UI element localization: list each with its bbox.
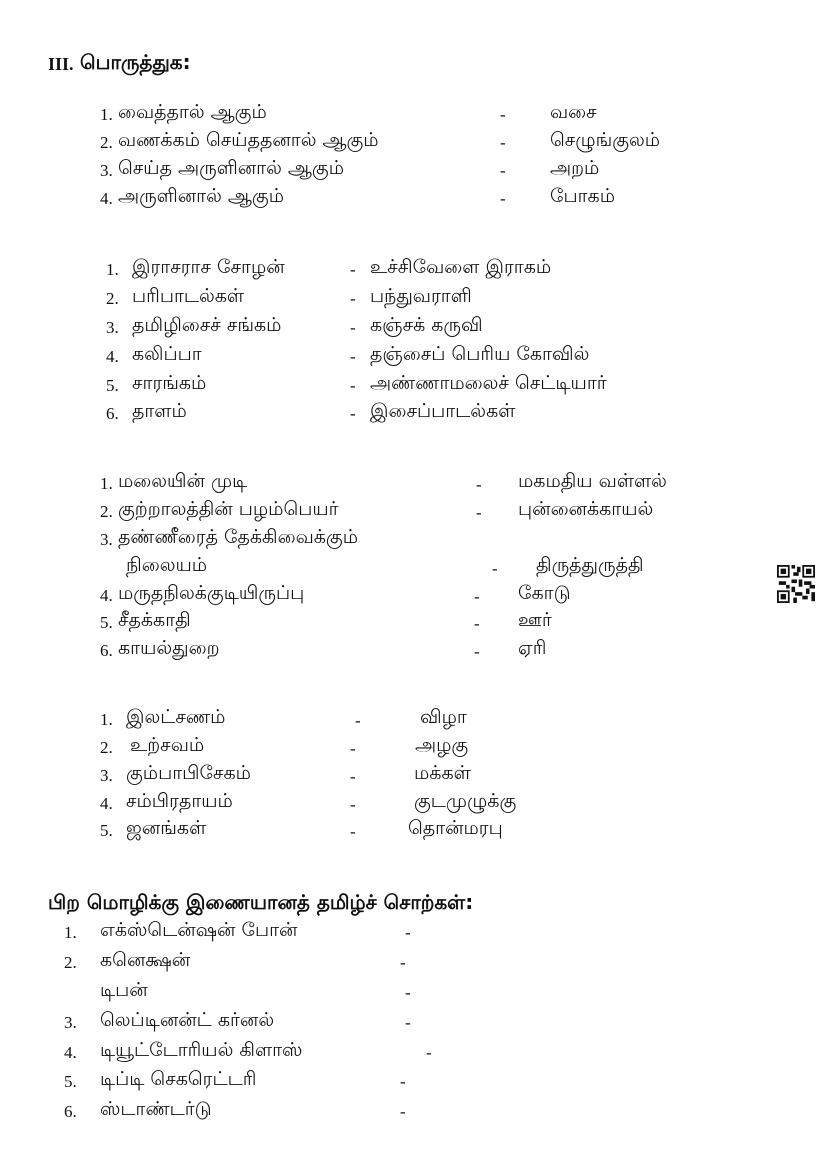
left-item: அருளினால் ஆகும்	[118, 185, 284, 207]
item-number: 1.	[100, 105, 113, 124]
right-item: அண்ணாமலைச் செட்டியார்	[370, 372, 607, 394]
left-item-continued: நிலையம்	[126, 554, 208, 576]
right-item: கஞ்சக் கருவி	[370, 314, 483, 336]
word-item: லெப்டினன்ட் கர்னல்	[100, 1009, 275, 1031]
dash: -	[474, 587, 480, 606]
left-item: குற்றாலத்தின் பழம்பெயர்	[118, 498, 339, 520]
item-number: 3.	[100, 766, 113, 785]
left-item: சாரங்கம்	[132, 372, 207, 394]
item-number: 1.	[64, 923, 77, 942]
dash: -	[500, 105, 506, 124]
item-number: 4.	[100, 586, 113, 605]
dash: -	[474, 614, 480, 633]
right-item: போகம்	[550, 185, 615, 207]
left-item: வைத்தால் ஆகும்	[118, 101, 267, 123]
left-item: காயல்துறை	[118, 637, 220, 659]
item-number: 1.	[100, 710, 113, 729]
word-item: ஸ்டாண்டர்டு	[100, 1098, 212, 1120]
item-number: 5.	[64, 1072, 77, 1091]
left-item: தமிழிசைச் சங்கம்	[132, 314, 282, 336]
section-roman-numeral: III.	[48, 54, 74, 74]
left-item: சம்பிரதாயம்	[126, 790, 233, 812]
item-number: 4.	[64, 1043, 77, 1062]
dash: -	[400, 1102, 406, 1121]
item-number: 2.	[64, 953, 77, 972]
left-item: மலையின் முடி	[118, 470, 248, 492]
left-item: உற்சவம்	[130, 734, 205, 756]
dash: -	[405, 1013, 411, 1032]
item-number: 6.	[100, 641, 113, 660]
item-number: 2.	[100, 502, 113, 521]
right-item: விழா	[420, 706, 467, 728]
dash: -	[400, 1072, 406, 1091]
item-number: 2.	[100, 133, 113, 152]
item-number: 2.	[106, 289, 119, 308]
left-item: பரிபாடல்கள்	[132, 285, 245, 307]
left-item: தண்ணீரைத் தேக்கிவைக்கும்	[118, 526, 358, 548]
right-item: மகமதிய வள்ளல்	[518, 470, 667, 492]
dash: -	[500, 189, 506, 208]
dash: -	[405, 923, 411, 942]
left-item: ஜனங்கள்	[126, 817, 207, 839]
right-item: வசை	[550, 101, 597, 123]
word-item: எக்ஸ்டென்ஷன் போன்	[100, 919, 298, 941]
left-item: சீதக்காதி	[118, 609, 191, 631]
left-item: வணக்கம் செய்ததனால் ஆகும்	[118, 129, 379, 151]
qr-code-icon	[777, 565, 815, 603]
item-number: 3.	[64, 1013, 77, 1032]
item-number: 4.	[100, 794, 113, 813]
word-item: டிப்டி செகரெட்டரி	[100, 1068, 257, 1090]
dash: -	[350, 289, 356, 308]
word-item: கனெக்ஷன்	[100, 949, 191, 971]
right-item: திருத்துருத்தி	[536, 554, 644, 576]
dash: -	[355, 711, 361, 730]
left-item: தாளம்	[132, 400, 187, 422]
section-title: பொருத்துக:	[80, 50, 191, 74]
right-item: மக்கள்	[414, 762, 471, 784]
dash: -	[350, 822, 356, 841]
dash: -	[500, 133, 506, 152]
dash: -	[476, 503, 482, 522]
item-number: 3.	[100, 530, 113, 549]
item-number: 5.	[106, 376, 119, 395]
item-number: 5.	[100, 821, 113, 840]
right-item: குடமுழுக்கு	[414, 790, 517, 812]
item-number: 4.	[100, 189, 113, 208]
right-item: ஊர்	[518, 609, 552, 631]
dash: -	[350, 404, 356, 423]
right-item: ஏரி	[518, 637, 547, 659]
item-number: 1.	[106, 260, 119, 279]
item-number: 3.	[100, 161, 113, 180]
left-item: இலட்சணம்	[126, 706, 226, 728]
right-item: உச்சிவேளை இராகம்	[370, 256, 552, 278]
left-item: கும்பாபிசேகம்	[126, 762, 251, 784]
right-item: புன்னைக்காயல்	[518, 498, 654, 520]
dash: -	[350, 767, 356, 786]
left-item: மருதநிலக்குடியிருப்பு	[118, 582, 305, 604]
dash: -	[476, 475, 482, 494]
item-number: 3.	[106, 318, 119, 337]
left-item: இராசராச சோழன்	[132, 256, 285, 278]
dash: -	[474, 642, 480, 661]
right-item: தொன்மரபு	[408, 817, 503, 839]
left-item: செய்த அருளினால் ஆகும்	[118, 157, 344, 179]
right-item: அறம்	[550, 157, 600, 179]
words-section-title: பிற மொழிக்கு இணையானத் தமிழ்ச் சொற்கள்:	[48, 890, 474, 914]
right-item: கோடு	[518, 582, 571, 604]
item-number: 2.	[100, 738, 113, 757]
item-number: 4.	[106, 347, 119, 366]
left-item: கலிப்பா	[132, 343, 202, 365]
item-number: 5.	[100, 613, 113, 632]
right-item: இசைப்பாடல்கள்	[370, 400, 516, 422]
dash: -	[405, 983, 411, 1002]
dash: -	[350, 260, 356, 279]
dash: -	[350, 795, 356, 814]
right-item: அழகு	[415, 734, 469, 756]
item-number: 6.	[106, 404, 119, 423]
dash: -	[350, 347, 356, 366]
dash: -	[426, 1043, 432, 1062]
right-item: பந்துவராளி	[370, 285, 472, 307]
dash: -	[350, 318, 356, 337]
dash: -	[350, 376, 356, 395]
dash: -	[400, 953, 406, 972]
word-item: டிபன்	[100, 979, 148, 1001]
dash: -	[492, 559, 498, 578]
item-number: 1.	[100, 474, 113, 493]
dash: -	[500, 161, 506, 180]
dash: -	[350, 739, 356, 758]
word-item: டியூட்டோரியல் கிளாஸ்	[100, 1039, 303, 1061]
right-item: தஞ்சைப் பெரிய கோவில்	[370, 343, 590, 365]
right-item: செழுங்குலம்	[550, 129, 661, 151]
item-number: 6.	[64, 1102, 77, 1121]
